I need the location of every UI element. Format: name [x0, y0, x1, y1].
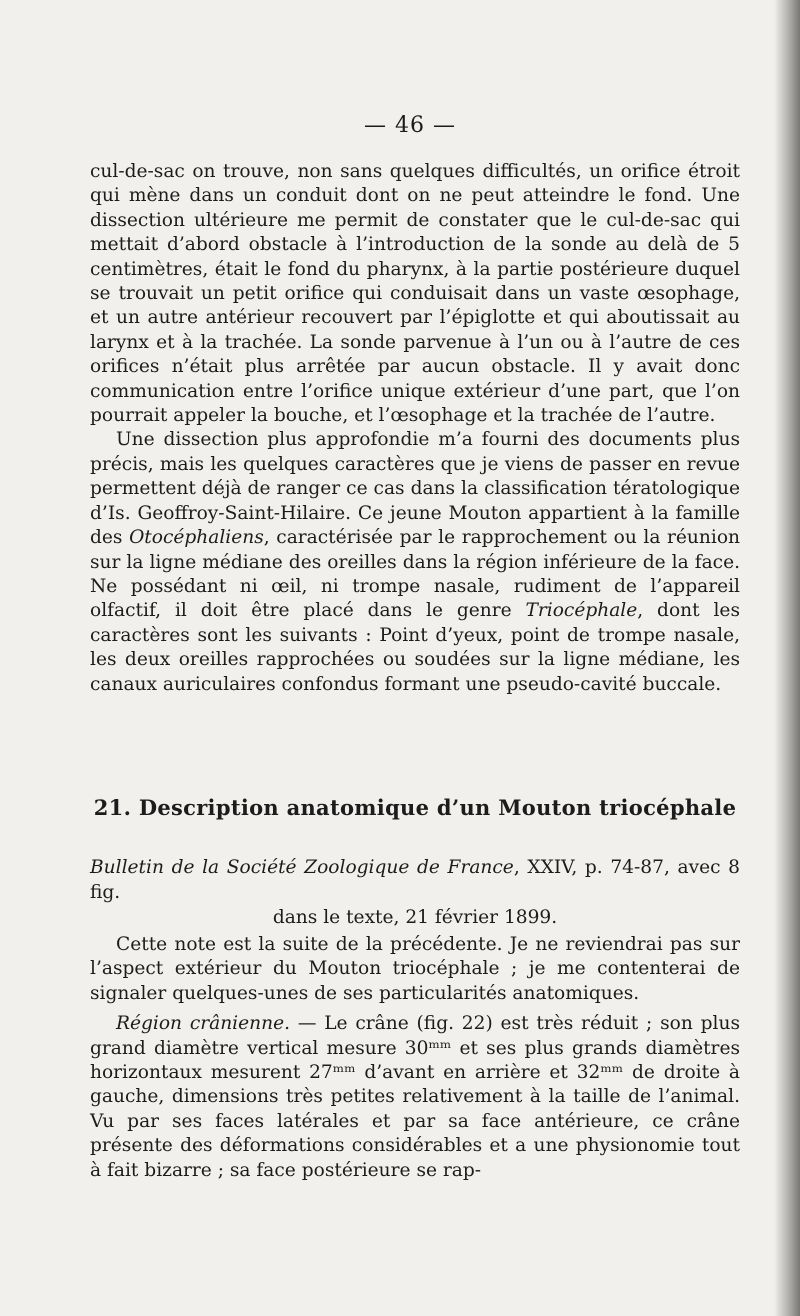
citation-line-1 — [90, 855, 740, 905]
page-edge-shadow — [774, 0, 800, 1316]
continuation-paragraph: cul-de-sac on trouve, non sans quelques difficultés, un orifice étroit qui mène dans un conduit dont on ne peut atteindre le fond. Une dissection ultérieure me permit de constater que le cul-de-sac qui mettait d’abord obstacle à l’introduction de la sonde au delà de 5 centimètres, était le fond du pharynx, à la partie postérieure duquel se trouvait un petit orifice qui conduisait dans un vaste œsophage, et un autre antérieur recouvert par l’épiglotte et qui aboutissait au larynx et à la trachée. La sonde parvenue à l’un ou à l’autre de ces orifices n’était plus arrêtée par aucun obstacle. Il y avait donc communication entre l’orifice unique extérieur d’une part, que l’on pourrait appeler la bouche, et l’œsophage et la trachée de l’autre. — [90, 161, 740, 427]
citation-journal: Bulletin de la Société Zoologique de France — [90, 857, 514, 878]
intro-paragraph: Cette note est la suite de la précédente. Je ne reviendrai pas sur l’aspect extérieur du Mouton triocéphale ; je me contenterai de signaler quelques-unes de ses particularités anatomiques. — [90, 934, 740, 1004]
section-number: 21. — [93, 795, 132, 820]
section-title: Description anatomique d’un Mouton triocéphale — [138, 795, 737, 820]
lower-text — [90, 933, 740, 1183]
region-paragraph — [90, 1012, 740, 1183]
page-number: — 46 — — [364, 113, 456, 138]
section-heading — [0, 795, 800, 820]
region-text: — Le crâne (fig. 22) est très réduit ; son plus grand diamètre vertical mesure 30ᵐᵐ et ses plus grands diamètres horizontaux mesurent 27ᵐᵐ d’avant en arrière et 32ᵐᵐ de droite à gauche, dimensions très petites relativement à la taille de l’animal. Vu par ses faces latérales et par sa face antérieure, ce crâne présente des déformations considérables et a une physionomie tout à fait bizarre ; sa face postérieure se rap- — [90, 1013, 740, 1181]
citation — [90, 855, 740, 930]
citation-details: , XXIV, p. 74-87, avec 8 fig. — [90, 857, 740, 903]
citation-line-2: dans le texte, 21 février 1899. — [272, 907, 558, 928]
second-paragraph: Une dissection plus approfondie m’a fourni des documents plus précis, mais les quelques caractères que je viens de passer en revue permettent déjà de ranger ce cas dans la classification tératologique d’Is. Geoffroy-Saint-Hilaire. Ce jeune Mouton appartient à la famille des Otocéphaliens, caractérisée par le rapprochement ou la réunion sur la ligne médiane des oreilles dans la région inférieure de la face. Ne possédant ni œil, ni trompe nasale, rudiment de l’appareil olfactif, il doit être placé dans le genre Triocéphale, dont les caractères sont les suivants : Point d’yeux, point de trompe nasale, les deux oreilles rapprochées ou soudées sur la ligne médiane, les canaux auriculaires confondus formant une pseudo-cavité buccale. — [90, 429, 741, 695]
upper-text — [90, 160, 740, 697]
region-label: Région crânienne. — [116, 1013, 291, 1035]
